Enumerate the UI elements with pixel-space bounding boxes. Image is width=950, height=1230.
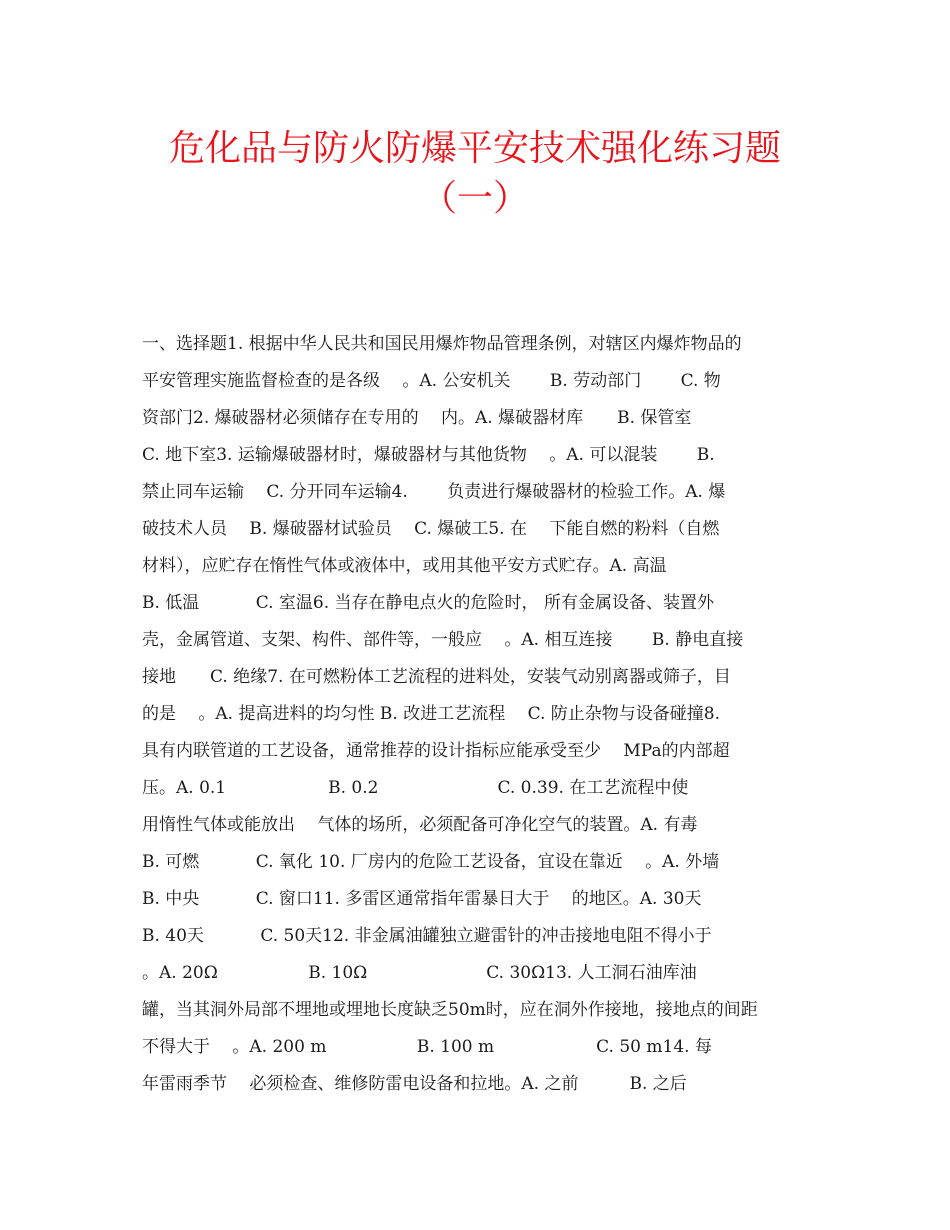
body-line: 平安管理实施监督检查的是各级 。A. 公安机关 B. 劳动部门 C. 物 <box>142 371 721 391</box>
body-line: 压。A. 0.1 B. 0.2 C. 0.39. 在工艺流程中使 <box>142 778 689 798</box>
document-title: 危化品与防火防爆平安技术强化练习题 <box>168 128 781 169</box>
body-line: 破技术人员 B. 爆破器材试验员 C. 爆破工5. 在 下能自燃的粉料（自燃 <box>142 519 720 539</box>
body-line: 壳，金属管道、支架、构件、部件等，一般应 。A. 相互连接 B. 静电直接 <box>142 630 744 650</box>
body-line: 用惰性气体或能放出 气体的场所，必须配备可净化空气的装置。A. 有毒 <box>142 815 698 835</box>
body-line: 年雷雨季节 必须检查、维修防雷电设备和拉地。A. 之前 B. 之后 <box>142 1074 687 1094</box>
body-line: 材料），应贮存在惰性气体或液体中，或用其他平安方式贮存。A. 高温 <box>142 556 667 576</box>
body-line: 罐，当其洞外局部不埋地或埋地长度缺乏50m时，应在洞外作接地，接地点的间距 <box>142 1000 758 1020</box>
body-line: 资部门2. 爆破器材必须储存在专用的 内。A. 爆破器材库 B. 保管室 <box>142 408 692 428</box>
body-line: 不得大于 。A. 200 m B. 100 m C. 50 m14. 每 <box>142 1037 712 1057</box>
body-line: C. 地下室3. 运输爆破器材时，爆破器材与其他货物 。A. 可以混装 B. <box>142 445 715 465</box>
document-subtitle: （一） <box>420 178 529 219</box>
body-line: B. 40天 C. 50天12. 非金属油罐独立避雷针的冲击接地电阻不得小于 <box>142 926 712 946</box>
body-line: 具有内联管道的工艺设备，通常推荐的设计指标应能承受至少 MPa的内部超 <box>142 741 730 761</box>
document-body <box>142 326 814 1103</box>
body-line: 。A. 20Ω B. 10Ω C. 30Ω13. 人工洞石油库油 <box>142 963 697 983</box>
body-line: 禁止同车运输 C. 分开同车运输4. 负责进行爆破器材的检验工作。A. 爆 <box>142 482 726 502</box>
body-line: B. 中央 C. 窗口11. 多雷区通常指年雷暴日大于 的地区。A. 30天 <box>142 889 702 909</box>
body-line: B. 低温 C. 室温6. 当存在静电点火的危险时， 所有金属设备、装置外 <box>142 593 714 613</box>
body-line: B. 可燃 C. 氧化 10. 厂房内的危险工艺设备，宜设在靠近 。A. 外墙 <box>142 852 720 872</box>
body-line: 的是 。A. 提高进料的均匀性 B. 改进工艺流程 C. 防止杂物与设备碰撞8. <box>142 704 721 724</box>
body-line: 一、选择题1. 根据中华人民共和国民用爆炸物品管理条例，对辖区内爆炸物品的 <box>142 334 742 354</box>
body-line: 接地 C. 绝缘7. 在可燃粉体工艺流程的进料处，安装气动别离器或筛子，目 <box>142 667 731 687</box>
